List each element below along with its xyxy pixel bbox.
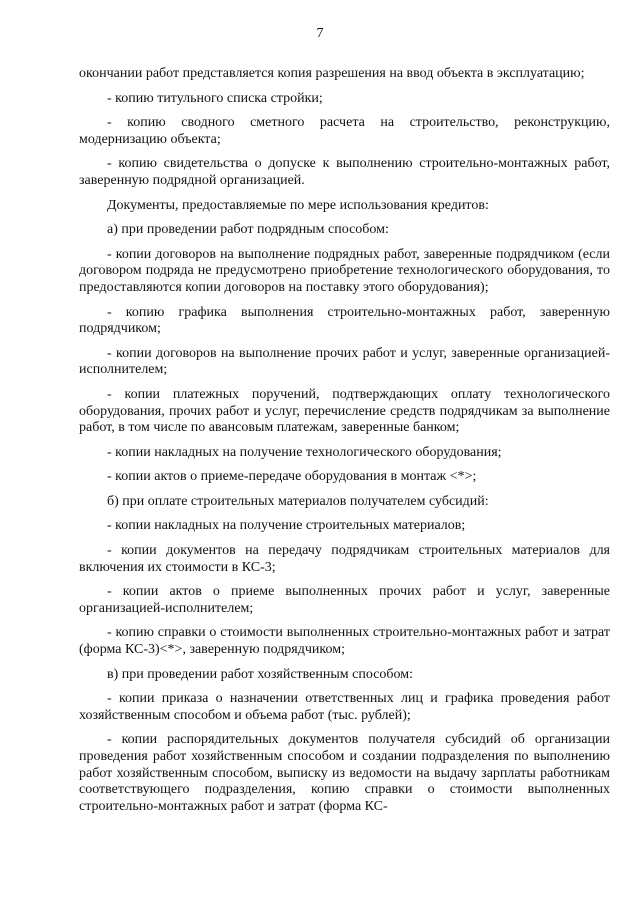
- paragraph: - копию сводного сметного расчета на строительство, реконструкцию, модернизацию объекта;: [79, 115, 610, 147]
- paragraph: в) при проведении работ хозяйственным способом:: [107, 666, 414, 682]
- paragraph: - копии актов о приеме выполненных прочих работ и услуг, заверенные организацией-исполнителем;: [79, 584, 610, 616]
- paragraph: - копии договоров на выполнение прочих работ и услуг, заверенные организацией-исполнителем;: [79, 345, 610, 378]
- paragraph: - копию свидетельства о допуске к выполнению строительно-монтажных работ, заверенную подрядной организацией.: [79, 156, 610, 188]
- paragraph: - копии накладных на получение строительных материалов;: [107, 518, 466, 534]
- paragraph: - копии договоров на выполнение подрядных работ, заверенные подрядчиком (если договором подряда не предусмотрено приобретение технологического оборудования, то предоставляются копии договоров на поставку этого оборудования);: [79, 246, 610, 295]
- paragraph: Документы, предоставляемые по мере использования кредитов:: [107, 197, 489, 213]
- paragraph: окончании работ представляется копия разрешения на ввод объекта в эксплуатацию;: [79, 66, 585, 81]
- paragraph: а) при проведении работ подрядным способом:: [107, 222, 389, 238]
- paragraph: - копии платежных поручений, подтверждающих оплату технологического оборудования, прочих работ и услуг, перечисление средств подрядчикам за выполнение работ, в том числе по авансовым платежам, заверенные банком;: [79, 386, 610, 436]
- paragraph: - копию титульного списка стройки;: [107, 90, 323, 106]
- paragraph: - копию графика выполнения строительно-монтажных работ, заверенную подрядчиком;: [79, 304, 610, 337]
- paragraph: - копии приказа о назначении ответственных лиц и графика проведения работ хозяйственным способом и объема работ (тыс. рублей);: [79, 691, 610, 723]
- paragraph: - копии документов на передачу подрядчикам строительных материалов для включения их стоимости в КС-3;: [79, 543, 610, 575]
- paragraph: - копию справки о стоимости выполненных строительно-монтажных работ и затрат (форма КС-3)<*>, заверенную подрядчиком;: [79, 625, 610, 658]
- document-body: [79, 66, 610, 823]
- paragraph: - копии распорядительных документов получателя субсидий об организации проведения работ хозяйственным способом и создании подразделения по выполнению работ хозяйственным способом, выписку из ведомости на выдачу зарплаты работникам соответствующего подразделения, копию справки о стоимости выполненных строительно-монтажных работ и затрат (форма КС-: [79, 732, 610, 814]
- page-number: 7: [316, 26, 324, 41]
- paragraph: б) при оплате строительных материалов получателем субсидий:: [107, 493, 489, 509]
- paragraph: - копии актов о приеме-передаче оборудования в монтаж <*>;: [107, 469, 477, 485]
- paragraph: - копии накладных на получение технологического оборудования;: [107, 444, 502, 460]
